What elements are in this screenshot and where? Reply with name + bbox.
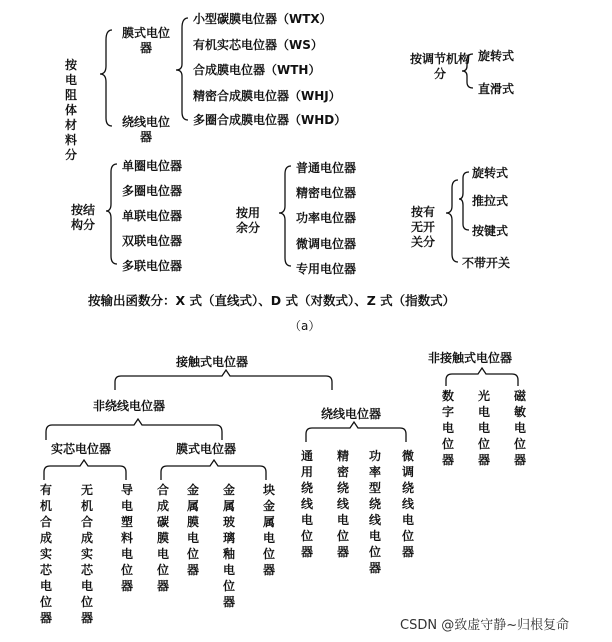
adjust-item: 直滑式 xyxy=(478,82,515,96)
brace xyxy=(100,30,112,126)
use-item: 微调电位器 xyxy=(296,237,357,251)
brace xyxy=(279,166,291,266)
film-item: 金属膜电位器 xyxy=(186,483,199,577)
solid-item: 无机合成实芯电位器 xyxy=(80,483,93,625)
solid-potentiometer-label: 实芯电位器 xyxy=(51,442,112,456)
by-use-label: 按用余分 xyxy=(235,206,260,235)
wire-item: 通用绕线电位器 xyxy=(300,449,313,559)
structure-item: 双联电位器 xyxy=(122,234,183,248)
contact-potentiometer-label: 接触式电位器 xyxy=(176,355,249,369)
use-item: 专用电位器 xyxy=(296,262,357,276)
solid-item: 有机合成实芯电位器 xyxy=(39,483,52,625)
material-item: 合成膜电位器（WTH） xyxy=(193,63,321,77)
bracket xyxy=(446,368,518,386)
film-item: 金属玻璃釉电位器 xyxy=(222,483,235,609)
by-switch-label: 按有无开关分 xyxy=(410,205,435,249)
film-item: 合成碳膜电位器 xyxy=(156,483,169,593)
structure-item: 多联电位器 xyxy=(122,259,183,273)
bracket xyxy=(115,370,332,390)
wire-item: 精密绕线电位器 xyxy=(336,449,349,559)
non-wire-potentiometer-label: 非绕线电位器 xyxy=(93,399,166,413)
switch-item-no-switch: 不带开关 xyxy=(462,256,511,270)
bracket xyxy=(46,419,222,440)
use-item: 精密电位器 xyxy=(296,186,357,200)
bracket xyxy=(161,460,266,480)
watermark: CSDN @致虚守静~归根复命 xyxy=(400,618,570,633)
output-function-line: 按输出函数分：X 式（直线式）、D 式（对数式）、Z 式（指数式） xyxy=(88,293,456,308)
structure-item: 单圈电位器 xyxy=(122,159,183,173)
wire-potentiometer-label: 绕线电位器 xyxy=(122,115,171,144)
use-item: 功率电位器 xyxy=(296,211,357,225)
film-potentiometer-b-label: 膜式电位器 xyxy=(176,442,237,456)
brace xyxy=(446,180,458,262)
switch-item: 按键式 xyxy=(472,224,509,238)
brace xyxy=(176,18,188,120)
use-item: 普通电位器 xyxy=(296,161,357,175)
adjust-item: 旋转式 xyxy=(478,49,515,63)
by-adjust-label: 按调节机构分 xyxy=(410,52,471,81)
by-material-label: 按电阻体材料分 xyxy=(64,58,77,162)
brace xyxy=(462,54,473,88)
wire-potentiometer-b-label: 绕线电位器 xyxy=(321,407,382,421)
non-contact-item: 数字电位器 xyxy=(441,389,454,467)
solid-item: 导电塑料电位器 xyxy=(120,483,133,593)
material-item: 小型碳膜电位器（WTX） xyxy=(193,12,332,26)
caption-a: （a） xyxy=(289,319,321,333)
wire-item: 微调绕线电位器 xyxy=(401,449,414,559)
wire-item: 功率型绕线电位器 xyxy=(368,449,381,575)
brace xyxy=(459,172,469,230)
film-potentiometer-label: 膜式电位器 xyxy=(122,26,171,55)
structure-item: 多圈电位器 xyxy=(122,184,183,198)
switch-item: 旋转式 xyxy=(472,166,509,180)
bracket xyxy=(306,422,406,442)
material-item: 精密合成膜电位器（WHJ） xyxy=(193,89,341,103)
switch-item: 推拉式 xyxy=(472,194,509,208)
material-item: 多圈合成膜电位器（WHD） xyxy=(193,113,347,127)
film-item: 块金属电位器 xyxy=(262,483,275,577)
brace xyxy=(106,164,117,264)
bracket xyxy=(44,460,126,480)
non-contact-potentiometer-label: 非接触式电位器 xyxy=(428,351,513,365)
material-item: 有机实芯电位器（WS） xyxy=(193,38,323,52)
structure-item: 单联电位器 xyxy=(122,209,183,223)
by-structure-label: 按结构分 xyxy=(70,203,95,232)
non-contact-item: 磁敏电位器 xyxy=(513,389,526,467)
non-contact-item: 光电电位器 xyxy=(477,389,490,467)
